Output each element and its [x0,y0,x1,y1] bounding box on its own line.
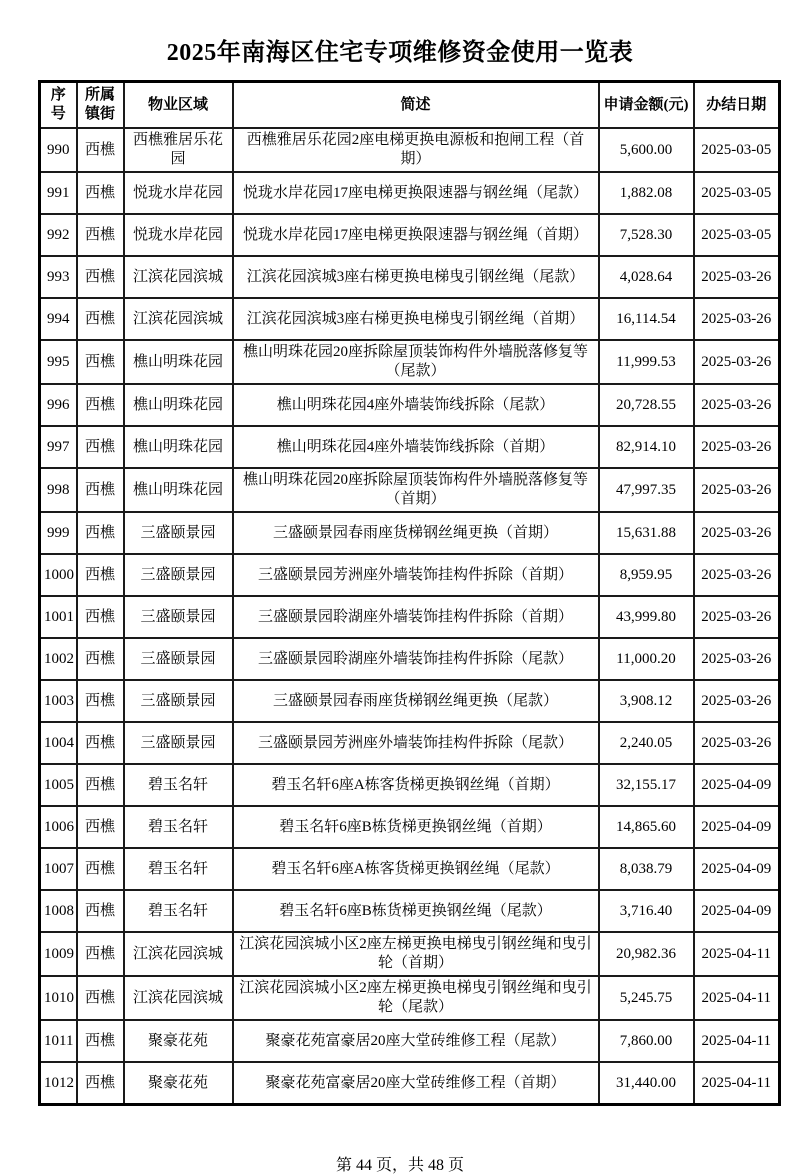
cell-applied-amount: 15,631.88 [599,512,694,554]
cell-property-area: 江滨花园滨城 [124,932,233,976]
table-row [40,764,780,806]
cell-completion-date: 2025-03-26 [694,638,780,680]
cell-completion-date: 2025-03-26 [694,426,780,468]
cell-property-area: 悦珑水岸花园 [124,172,233,214]
cell-town-street: 西樵 [77,976,124,1020]
table-row [40,932,780,976]
cell-property-area: 碧玉名轩 [124,806,233,848]
table-body [40,128,780,1105]
table-row [40,680,780,722]
fund-usage-table [38,80,781,1106]
table-row [40,638,780,680]
cell-description: 三盛颐景园芳洲座外墙装饰挂构件拆除（尾款） [233,722,599,764]
cell-completion-date: 2025-03-05 [694,128,780,172]
table-row [40,554,780,596]
cell-town-street: 西樵 [77,806,124,848]
cell-serial-number: 1009 [40,932,77,976]
cell-property-area: 樵山明珠花园 [124,468,233,512]
cell-town-street: 西樵 [77,128,124,172]
cell-serial-number: 1001 [40,596,77,638]
cell-completion-date: 2025-04-09 [694,848,780,890]
col-header-area: 物业区域 [124,82,233,129]
cell-property-area: 樵山明珠花园 [124,384,233,426]
table-row [40,214,780,256]
cell-applied-amount: 1,882.08 [599,172,694,214]
cell-town-street: 西樵 [77,848,124,890]
cell-town-street: 西樵 [77,722,124,764]
cell-completion-date: 2025-04-11 [694,976,780,1020]
cell-property-area: 碧玉名轩 [124,764,233,806]
cell-description: 江滨花园滨城小区2座左梯更换电梯曳引钢丝绳和曳引轮（首期） [233,932,599,976]
col-header-town: 所属镇街 [77,82,124,129]
cell-description: 悦珑水岸花园17座电梯更换限速器与钢丝绳（尾款） [233,172,599,214]
cell-completion-date: 2025-04-11 [694,932,780,976]
col-header-no: 序号 [40,82,77,129]
cell-town-street: 西樵 [77,680,124,722]
cell-completion-date: 2025-03-26 [694,596,780,638]
cell-description: 樵山明珠花园4座外墙装饰线拆除（首期） [233,426,599,468]
cell-description: 西樵雅居乐花园2座电梯更换电源板和抱闸工程（首期） [233,128,599,172]
cell-serial-number: 995 [40,340,77,384]
header-row [40,82,780,129]
cell-completion-date: 2025-03-05 [694,172,780,214]
cell-property-area: 碧玉名轩 [124,848,233,890]
cell-town-street: 西樵 [77,426,124,468]
cell-description: 江滨花园滨城3座右梯更换电梯曳引钢丝绳（尾款） [233,256,599,298]
cell-applied-amount: 32,155.17 [599,764,694,806]
col-header-date: 办结日期 [694,82,780,129]
cell-property-area: 聚豪花苑 [124,1020,233,1062]
cell-completion-date: 2025-04-11 [694,1062,780,1105]
cell-property-area: 三盛颐景园 [124,554,233,596]
cell-description: 碧玉名轩6座A栋客货梯更换钢丝绳（首期） [233,764,599,806]
cell-town-street: 西樵 [77,384,124,426]
cell-applied-amount: 5,600.00 [599,128,694,172]
cell-property-area: 江滨花园滨城 [124,298,233,340]
cell-applied-amount: 11,000.20 [599,638,694,680]
cell-serial-number: 998 [40,468,77,512]
cell-description: 樵山明珠花园20座拆除屋顶装饰构件外墙脱落修复等（首期） [233,468,599,512]
cell-applied-amount: 4,028.64 [599,256,694,298]
cell-applied-amount: 3,716.40 [599,890,694,932]
cell-completion-date: 2025-03-05 [694,214,780,256]
cell-description: 聚豪花苑富豪居20座大堂砖维修工程（尾款） [233,1020,599,1062]
cell-serial-number: 996 [40,384,77,426]
cell-property-area: 江滨花园滨城 [124,256,233,298]
table-row [40,976,780,1020]
cell-serial-number: 997 [40,426,77,468]
cell-town-street: 西樵 [77,298,124,340]
col-header-desc: 简述 [233,82,599,129]
cell-description: 碧玉名轩6座A栋客货梯更换钢丝绳（尾款） [233,848,599,890]
page-title: 2025年南海区住宅专项维修资金使用一览表 [166,40,634,66]
table-row [40,1020,780,1062]
cell-description: 樵山明珠花园4座外墙装饰线拆除（尾款） [233,384,599,426]
cell-applied-amount: 11,999.53 [599,340,694,384]
cell-completion-date: 2025-04-09 [694,806,780,848]
cell-completion-date: 2025-03-26 [694,298,780,340]
table-row [40,298,780,340]
cell-description: 樵山明珠花园20座拆除屋顶装饰构件外墙脱落修复等（尾款） [233,340,599,384]
cell-property-area: 江滨花园滨城 [124,976,233,1020]
cell-town-street: 西樵 [77,554,124,596]
cell-town-street: 西樵 [77,214,124,256]
table-row [40,128,780,172]
cell-applied-amount: 14,865.60 [599,806,694,848]
cell-applied-amount: 47,997.35 [599,468,694,512]
cell-serial-number: 1000 [40,554,77,596]
cell-completion-date: 2025-03-26 [694,256,780,298]
col-header-amount: 申请金额(元) [599,82,694,129]
cell-description: 碧玉名轩6座B栋货梯更换钢丝绳（首期） [233,806,599,848]
cell-serial-number: 1004 [40,722,77,764]
cell-property-area: 三盛颐景园 [124,638,233,680]
cell-applied-amount: 43,999.80 [599,596,694,638]
cell-description: 三盛颐景园春雨座货梯钢丝绳更换（首期） [233,512,599,554]
cell-completion-date: 2025-04-09 [694,764,780,806]
cell-serial-number: 1006 [40,806,77,848]
cell-serial-number: 991 [40,172,77,214]
cell-serial-number: 994 [40,298,77,340]
cell-property-area: 悦珑水岸花园 [124,214,233,256]
cell-town-street: 西樵 [77,340,124,384]
cell-applied-amount: 8,959.95 [599,554,694,596]
cell-serial-number: 1010 [40,976,77,1020]
cell-serial-number: 1002 [40,638,77,680]
cell-serial-number: 1005 [40,764,77,806]
cell-applied-amount: 7,860.00 [599,1020,694,1062]
cell-property-area: 三盛颐景园 [124,596,233,638]
cell-description: 碧玉名轩6座B栋货梯更换钢丝绳（尾款） [233,890,599,932]
cell-town-street: 西樵 [77,468,124,512]
cell-applied-amount: 20,728.55 [599,384,694,426]
cell-serial-number: 993 [40,256,77,298]
cell-serial-number: 1011 [40,1020,77,1062]
cell-description: 悦珑水岸花园17座电梯更换限速器与钢丝绳（首期） [233,214,599,256]
cell-serial-number: 1003 [40,680,77,722]
cell-description: 三盛颐景园芳洲座外墙装饰挂构件拆除（首期） [233,554,599,596]
cell-town-street: 西樵 [77,1020,124,1062]
cell-town-street: 西樵 [77,172,124,214]
cell-applied-amount: 7,528.30 [599,214,694,256]
table-row [40,384,780,426]
cell-description: 三盛颐景园春雨座货梯钢丝绳更换（尾款） [233,680,599,722]
table-row [40,426,780,468]
cell-town-street: 西樵 [77,596,124,638]
table-row [40,256,780,298]
cell-description: 江滨花园滨城3座右梯更换电梯曳引钢丝绳（首期） [233,298,599,340]
cell-description: 聚豪花苑富豪居20座大堂砖维修工程（首期） [233,1062,599,1105]
cell-town-street: 西樵 [77,256,124,298]
page-number: 第 44 页，共 48 页 [335,1157,464,1174]
table-row [40,468,780,512]
cell-serial-number: 992 [40,214,77,256]
cell-description: 江滨花园滨城小区2座左梯更换电梯曳引钢丝绳和曳引轮（尾款） [233,976,599,1020]
cell-applied-amount: 31,440.00 [599,1062,694,1105]
cell-property-area: 三盛颐景园 [124,722,233,764]
cell-property-area: 西樵雅居乐花园 [124,128,233,172]
table-row [40,1062,780,1105]
table-row [40,512,780,554]
table-row [40,848,780,890]
cell-serial-number: 1007 [40,848,77,890]
cell-serial-number: 999 [40,512,77,554]
cell-town-street: 西樵 [77,932,124,976]
table-row [40,806,780,848]
cell-description: 三盛颐景园聆湖座外墙装饰挂构件拆除（尾款） [233,638,599,680]
cell-property-area: 三盛颐景园 [124,512,233,554]
table-row [40,172,780,214]
cell-town-street: 西樵 [77,512,124,554]
cell-serial-number: 990 [40,128,77,172]
cell-completion-date: 2025-03-26 [694,340,780,384]
table-row [40,722,780,764]
cell-town-street: 西樵 [77,764,124,806]
cell-completion-date: 2025-04-11 [694,1020,780,1062]
cell-completion-date: 2025-03-26 [694,680,780,722]
cell-completion-date: 2025-03-26 [694,722,780,764]
table-row [40,596,780,638]
cell-serial-number: 1012 [40,1062,77,1105]
cell-completion-date: 2025-03-26 [694,468,780,512]
cell-applied-amount: 8,038.79 [599,848,694,890]
cell-description: 三盛颐景园聆湖座外墙装饰挂构件拆除（首期） [233,596,599,638]
table-header [40,82,780,129]
table-row [40,340,780,384]
cell-property-area: 樵山明珠花园 [124,340,233,384]
cell-completion-date: 2025-04-09 [694,890,780,932]
cell-applied-amount: 20,982.36 [599,932,694,976]
cell-town-street: 西樵 [77,890,124,932]
cell-applied-amount: 2,240.05 [599,722,694,764]
cell-town-street: 西樵 [77,1062,124,1105]
cell-applied-amount: 82,914.10 [599,426,694,468]
cell-property-area: 聚豪花苑 [124,1062,233,1105]
cell-property-area: 碧玉名轩 [124,890,233,932]
cell-applied-amount: 5,245.75 [599,976,694,1020]
cell-property-area: 三盛颐景园 [124,680,233,722]
cell-applied-amount: 16,114.54 [599,298,694,340]
cell-completion-date: 2025-03-26 [694,384,780,426]
cell-serial-number: 1008 [40,890,77,932]
cell-completion-date: 2025-03-26 [694,512,780,554]
table-row [40,890,780,932]
cell-applied-amount: 3,908.12 [599,680,694,722]
cell-completion-date: 2025-03-26 [694,554,780,596]
cell-town-street: 西樵 [77,638,124,680]
cell-property-area: 樵山明珠花园 [124,426,233,468]
